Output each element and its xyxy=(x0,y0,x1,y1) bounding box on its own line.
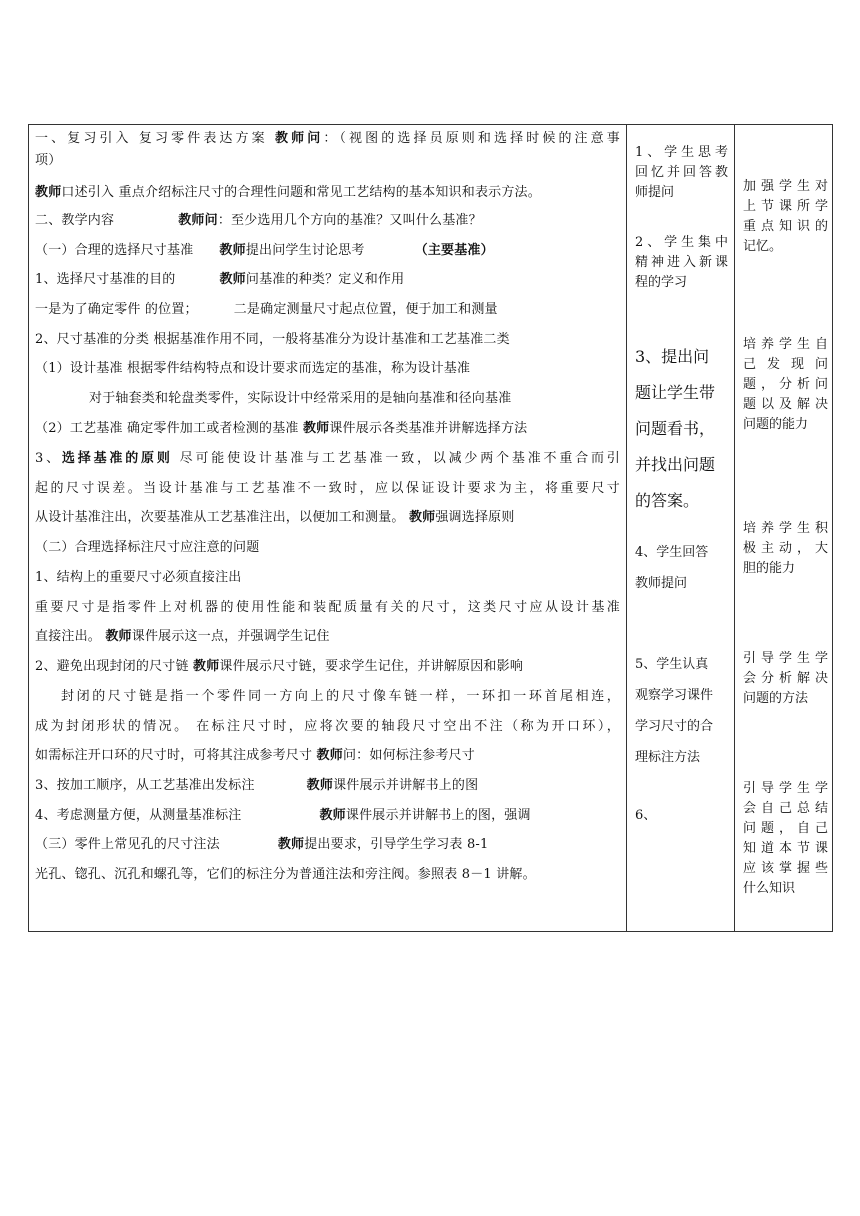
goal-item-5: 什么知识 xyxy=(743,881,796,896)
teaching-goal-column xyxy=(735,125,834,931)
goal-item-4: 引导学生学 xyxy=(743,651,828,666)
student-item-3: 问题看书， xyxy=(635,419,716,438)
goal-item-4: 问题的方法 xyxy=(743,691,809,706)
student-item-2: 程的学习 xyxy=(635,275,688,290)
content-line: 项） xyxy=(35,153,62,168)
content-line: 成为封闭形状的情况。 在标注尺寸时，应将次要的轴段尺寸空出不注（称为开口环）， xyxy=(35,719,620,734)
content-line: 1、结构上的重要尺寸必须直接注出 xyxy=(35,570,242,585)
content-line: 一、复习引入 复习零件表达方案 教师问：（视图的选择员原则和选择时候的注意事 xyxy=(35,131,620,146)
student-item-6: 6、 xyxy=(635,808,657,823)
goal-item-2: 问题的能力 xyxy=(743,417,809,432)
goal-item-2: 题以及解决 xyxy=(743,397,828,412)
student-activity-column xyxy=(627,125,734,931)
content-line: 封闭的尺寸链是指一个零件同一方向上的尺寸像车链一样，一环扣一环首尾相连， xyxy=(61,689,620,704)
goal-item-5: 引导学生学 xyxy=(743,781,828,796)
student-item-1: 1、学生思考 xyxy=(635,145,728,160)
goal-item-1: 上节课所学 xyxy=(743,199,828,214)
content-line: 光孔、锪孔、沉孔和螺孔等，它们的标注分为普通注法和旁注阀。参照表 8－1 讲解。 xyxy=(35,867,536,882)
content-line: 4、考虑测量方便，从测量基准标注 教师课件展示并讲解书上的图，强调 xyxy=(35,808,531,823)
student-item-3: 3、提出问 xyxy=(635,347,710,366)
content-line: 3、按加工顺序，从工艺基准出发标注 教师课件展示并讲解书上的图 xyxy=(35,778,479,793)
content-line: （1）设计基准 根据零件结构特点和设计要求而选定的基准，称为设计基准 xyxy=(35,361,471,376)
teaching-content-column xyxy=(29,125,626,931)
student-item-5: 学习尺寸的合 xyxy=(635,719,714,734)
goal-item-1: 加强学生对 xyxy=(743,179,828,194)
student-item-2: 2、学生集中 xyxy=(635,235,728,250)
content-line: 教师口述引入 重点介绍标注尺寸的合理性问题和常见工艺结构的基本知识和表示方法。 xyxy=(35,185,541,200)
goal-item-5: 问题，自己 xyxy=(743,821,828,836)
content-line: 起的尺寸误差。当设计基准与工艺基准不一致时，应以保证设计要求为主，将重要尺寸 xyxy=(35,481,620,496)
student-item-2: 精神进入新课 xyxy=(635,255,728,270)
goal-item-2: 题，分析问 xyxy=(743,377,828,392)
content-line: （三）零件上常见孔的尺寸注法 教师提出要求，引导学生学习表 8-1 xyxy=(35,837,489,852)
content-line: 直接注出。 教师课件展示这一点，并强调学生记住 xyxy=(35,629,330,644)
content-line: （一）合理的选择尺寸基准 教师提出问学生讨论思考 （主要基准） xyxy=(35,243,494,258)
goal-item-1: 重点知识的 xyxy=(743,219,828,234)
student-item-3: 并找出问题 xyxy=(635,455,716,474)
content-line: 重要尺寸是指零件上对机器的使用性能和装配质量有关的尺寸，这类尺寸应从设计基准 xyxy=(35,600,620,615)
content-line: （2）工艺基准 确定零件加工或者检测的基准 教师课件展示各类基准并讲解选择方法 xyxy=(35,421,528,436)
content-line: 2、尺寸基准的分类 根据基准作用不同，一般将基准分为设计基准和工艺基准二类 xyxy=(35,332,510,347)
student-item-3: 的答案。 xyxy=(635,491,700,510)
content-line: 对于轴套类和轮盘类零件，实际设计中经常采用的是轴向基准和径向基准 xyxy=(89,391,512,406)
goal-item-1: 记忆。 xyxy=(743,239,783,254)
content-line: 一是为了确定零件 的位置； 二是确定测量尺寸起点位置，便于加工和测量 xyxy=(35,302,498,317)
content-line: 如需标注开口环的尺寸时，可将其注成参考尺寸 教师问：如何标注参考尺寸 xyxy=(35,748,475,763)
content-line: 3、选择基准的原则 尽可能使设计基准与工艺基准一致，以减少两个基准不重合而引 xyxy=(35,451,620,466)
goal-item-5: 会自己总结 xyxy=(743,801,828,816)
goal-item-3: 极主动，大 xyxy=(743,541,828,556)
student-item-3: 题让学生带 xyxy=(635,383,716,402)
student-item-5: 观察学习课件 xyxy=(635,688,714,703)
content-line: 从设计基准注出，次要基准从工艺基准注出，以便加工和测量。 教师强调选择原则 xyxy=(35,510,515,525)
student-item-4: 教师提问 xyxy=(635,576,688,591)
goal-item-3: 培养学生积 xyxy=(743,521,828,536)
student-item-5: 理标注方法 xyxy=(635,750,701,765)
student-item-4: 4、学生回答 xyxy=(635,545,709,560)
goal-item-5: 应该掌握些 xyxy=(743,861,828,876)
goal-item-5: 知道本节课 xyxy=(743,841,828,856)
goal-item-2: 己发现问 xyxy=(743,357,828,372)
student-item-1: 回忆并回答教 xyxy=(635,165,728,180)
content-line: 二、教学内容 教师问：至少选用几个方向的基准？又叫什么基准？ xyxy=(35,213,482,228)
content-line: （二）合理选择标注尺寸应注意的问题 xyxy=(35,540,260,555)
goal-item-3: 胆的能力 xyxy=(743,561,796,576)
lesson-table xyxy=(28,124,833,932)
student-item-1: 师提问 xyxy=(635,185,675,200)
goal-item-4: 会分析解决 xyxy=(743,671,828,686)
student-item-5: 5、学生认真 xyxy=(635,657,709,672)
content-line: 2、避免出现封闭的尺寸链 教师课件展示尺寸链，要求学生记住，并讲解原因和影响 xyxy=(35,659,524,674)
goal-item-2: 培养学生自 xyxy=(743,337,828,352)
content-line: 1、选择尺寸基准的目的 教师问基准的种类？定义和作用 xyxy=(35,272,405,287)
